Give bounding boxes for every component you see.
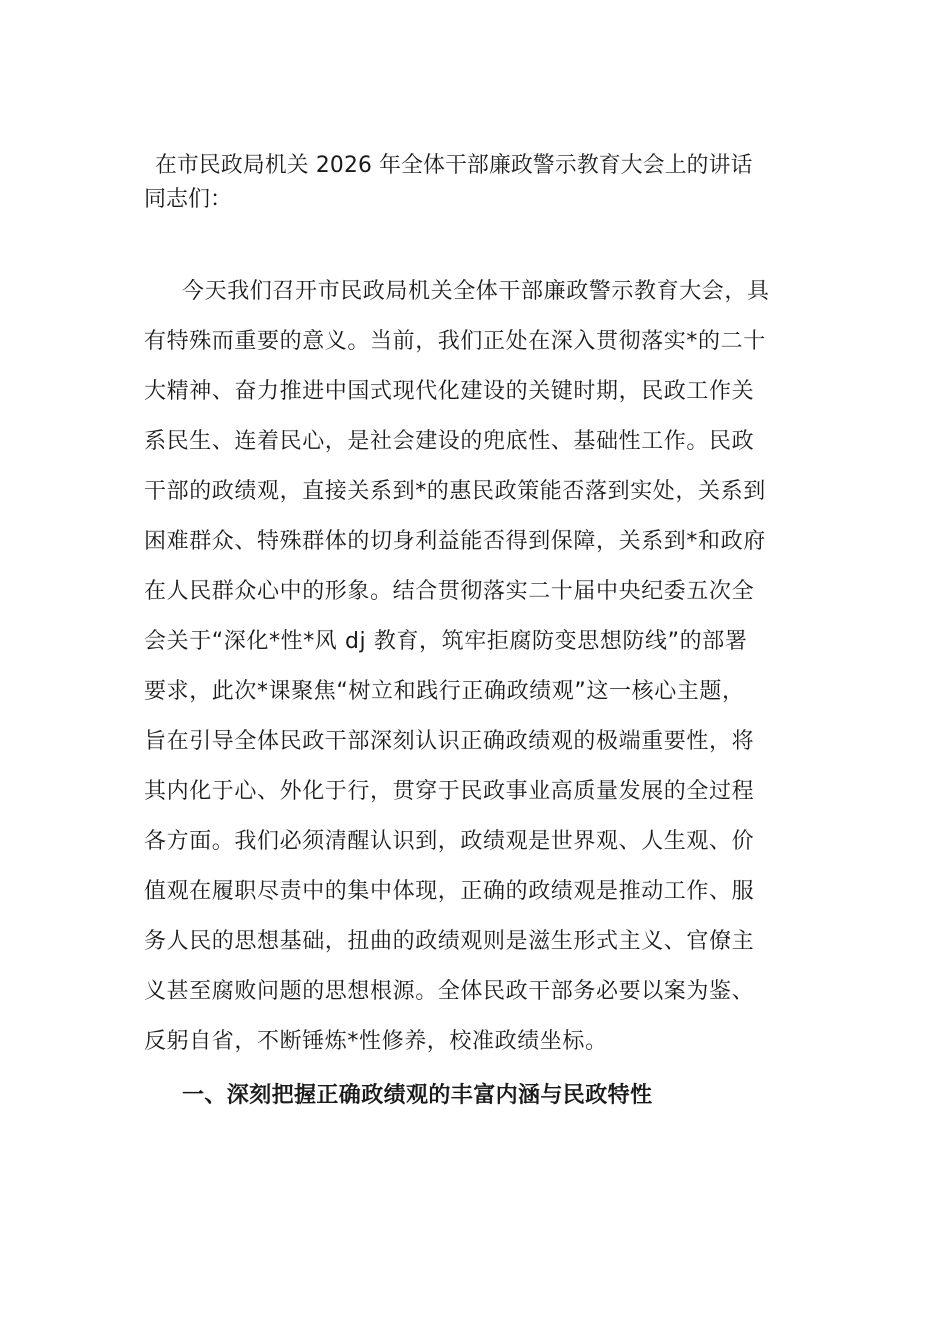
paragraph-line: 值观在履职尽责中的集中体现，正确的政绩观是推动工作、服 [144, 879, 755, 904]
section-heading: 一、深刻把握正确政绩观的丰富内涵与民政特性 [182, 1083, 653, 1108]
paragraph-line: 干部的政绩观，直接关系到*的惠民政策能否落到实处，关系到 [144, 479, 766, 504]
paragraph-line: 困难群众、特殊群体的切身利益能否得到保障，关系到*和政府 [144, 529, 766, 554]
paragraph-line: 要求，此次*课聚焦“树立和践行正确政绩观”这一核心主题， [144, 679, 745, 704]
document-title: 在市民政局机关 2026 年全体干部廉政警示教育大会上的讲话 [155, 153, 753, 178]
salutation: 同志们： [144, 187, 233, 212]
paragraph-line: 大精神、奋力推进中国式现代化建设的关键时期，民政工作关 [144, 379, 755, 404]
paragraph-line: 务人民的思想基础，扭曲的政绩观则是滋生形式主义、官僚主 [144, 929, 755, 954]
paragraph-line: 旨在引导全体民政干部深刻认识正确政绩观的极端重要性，将 [144, 729, 755, 754]
paragraph-line: 在人民群众心中的形象。结合贯彻落实二十届中央纪委五次全 [144, 579, 755, 604]
paragraph-line: 有特殊而重要的意义。当前，我们正处在深入贯彻落实*的二十 [144, 329, 766, 354]
paragraph-line: 义甚至腐败问题的思想根源。全体民政干部务必要以案为鉴、 [144, 979, 755, 1004]
paragraph-line: 反躬自省，不断锤炼*性修养，校准政绩坐标。 [144, 1029, 608, 1054]
paragraph-line: 其内化于心、外化于行，贯穿于民政事业高质量发展的全过程 [144, 779, 755, 804]
paragraph-line: 系民生、连着民心，是社会建设的兜底性、基础性工作。民政 [144, 429, 755, 454]
paragraph-line: 各方面。我们必须清醒认识到，政绩观是世界观、人生观、价 [144, 829, 755, 854]
paragraph-line: 会关于“深化*性*风 dj 教育，筑牢拒腐防变思想防线”的部署 [144, 629, 748, 654]
paragraph-line: 今天我们召开市民政局机关全体干部廉政警示教育大会，具 [182, 279, 770, 304]
